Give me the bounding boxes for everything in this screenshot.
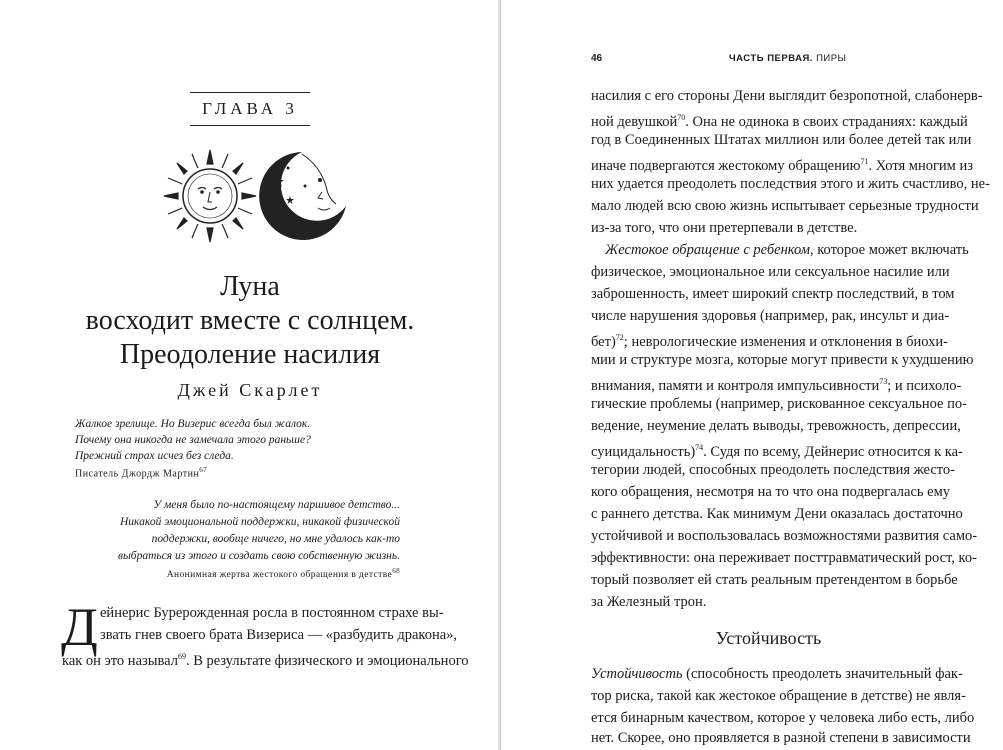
section-heading: Устойчивость <box>715 628 822 648</box>
body-line: физическое, эмоциональное или сексуальное насилие или <box>591 264 950 280</box>
body-text: . Судя по всему, Дейнерис относится к ка- <box>703 443 963 460</box>
body-text: суицидальность) <box>591 443 696 460</box>
epigraph-1-line: Прежний страх исчез без следа. <box>75 450 234 462</box>
footnote-ref: 67 <box>199 466 208 474</box>
body-line <box>591 664 963 684</box>
running-head-section: ПИРЫ <box>816 53 847 64</box>
moon-crescent <box>259 152 346 240</box>
body-line: за Железный трон. <box>591 594 707 610</box>
epigraph-1-attribution <box>75 466 207 479</box>
body-line: мало людей всю свою жизнь испытывает серьезные трудности <box>591 198 979 214</box>
epigraph-1-attribution-text: Писатель Джордж Мартин <box>75 468 200 480</box>
body-line <box>591 152 973 176</box>
body-line <box>605 240 969 260</box>
chapter-title-line-1: Луна <box>220 271 280 302</box>
body-line: год в Соединенных Штатах миллион или более детей так или <box>591 132 972 148</box>
body-line <box>62 647 469 671</box>
sun-face <box>183 169 237 223</box>
page-divider <box>500 0 501 750</box>
body-text: , которое может включать <box>809 242 969 258</box>
body-text: ; и психоло- <box>887 377 962 394</box>
body-text: . Хотя многим из <box>868 157 973 174</box>
epigraph-2-attribution <box>80 567 400 580</box>
body-text-italic: Устойчивость <box>591 666 683 682</box>
body-line: ейнерис Бурерожденная росла в постоянном страхе вы- <box>100 605 444 621</box>
body-text: ной девушкой <box>591 113 678 130</box>
body-line: звать гнев своего брата Визериса — «разбудить дракона», <box>100 627 458 643</box>
body-line: кого обращения, несмотря на то что она подвергалась ему <box>591 484 951 500</box>
epigraph-2-line: Никакой эмоциональной поддержки, никакой физической <box>120 516 400 528</box>
body-line: числе нарушения здоровья (например, рак, инсульт и диа- <box>591 308 950 324</box>
running-head <box>729 53 846 64</box>
epigraph-2 <box>80 497 400 565</box>
epigraph-2-line: У меня было по-настоящему паршивое детство... <box>153 499 400 511</box>
body-line: из-за того, что они претерпевали в детстве. <box>591 220 858 236</box>
body-line: насилия с его стороны Дени выглядит безропотной, слабонерв- <box>591 88 983 104</box>
body-line <box>591 372 962 396</box>
epigraph-1-line: Жалкое зрелище. Но Визерис всегда был жалок. <box>75 418 311 430</box>
body-line: тор риска, такой как жестокое обращение в детстве) не явля- <box>591 688 966 704</box>
body-line: ется бинарным качеством, которое у человека либо есть, либо <box>591 710 975 726</box>
drop-cap: Д <box>61 597 98 657</box>
chapter-title-line-2: восходит вместе с солнцем. <box>85 305 415 336</box>
page-number: 46 <box>591 53 603 64</box>
body-line: мии и структуре мозга, которые могут привести к ухудшению <box>591 352 974 368</box>
body-line: них удается преодолеть последствия этого и жить счастливо, не- <box>591 176 990 192</box>
chapter-author: Джей Скарлет <box>177 380 323 400</box>
epigraph-1 <box>75 416 375 464</box>
footnote-ref: 74 <box>695 443 704 452</box>
body-line <box>591 328 946 352</box>
footnote-ref: 70 <box>677 113 686 122</box>
body-text: . В результате физического и эмоционального <box>185 652 469 669</box>
chapter-label: ГЛАВА 3 <box>190 92 310 126</box>
body-line: торый позволяет ей стать реальным претендентом в борьбе <box>591 572 958 588</box>
body-text: иначе подвергаются жестокому обращению <box>591 157 861 174</box>
body-text: ; неврологические изменения и отклонения в биохи- <box>623 333 948 350</box>
sun-moon-emblem-icon <box>160 146 350 246</box>
body-text: как он это называл <box>62 652 178 669</box>
epigraph-2-line: поддержки, вообще ничего, но мне удалось как-то <box>151 533 400 545</box>
body-line: с раннего детства. Как минимум Дени оказалась достаточно <box>591 506 963 522</box>
body-line: ведение, неумение делать выводы, тревожность, депрессии, <box>591 418 961 434</box>
body-line <box>591 108 968 132</box>
body-line: заброшенность, имеет широкий спектр последствий, в том <box>591 286 955 302</box>
footnote-ref: 73 <box>879 377 888 386</box>
epigraph-2-line: выбраться из этого и создать свою собственную жизнь. <box>118 550 400 562</box>
body-text-italic: Жестокое обращение с ребенком <box>605 242 810 258</box>
body-line: эффективности: она переживает посттравматический рост, ко- <box>591 550 977 566</box>
body-text: бет) <box>591 333 616 350</box>
body-line <box>591 438 963 462</box>
epigraph-2-attribution-text: Анонимная жертва жестокого обращения в детстве <box>166 570 393 581</box>
footnote-ref: 71 <box>860 157 869 166</box>
footnote-ref: 68 <box>392 567 400 575</box>
body-line: нет. Скорее, оно проявляется в разной степени в зависимости <box>591 730 971 746</box>
body-line: тегории людей, способных преодолеть последствия жесто- <box>591 462 955 478</box>
body-text: . Она не одинока в своих страданиях: каждый <box>685 113 968 130</box>
body-line: устойчивой и воспользовалась возможностями развития само- <box>591 528 978 544</box>
chapter-title-line-3: Преодоление насилия <box>119 339 381 370</box>
running-head-part: ЧАСТЬ ПЕРВАЯ. <box>729 53 813 64</box>
epigraph-1-line: Почему она никогда не замечала этого раньше? <box>75 434 311 446</box>
body-text: (способность преодолеть значительный фак- <box>682 666 963 682</box>
body-text: внимания, памяти и контроля импульсивности <box>591 377 880 394</box>
body-line: гические проблемы (например, рискованное сексуальное по- <box>591 396 967 412</box>
footnote-ref: 72 <box>615 333 624 342</box>
footnote-ref: 69 <box>177 652 186 661</box>
